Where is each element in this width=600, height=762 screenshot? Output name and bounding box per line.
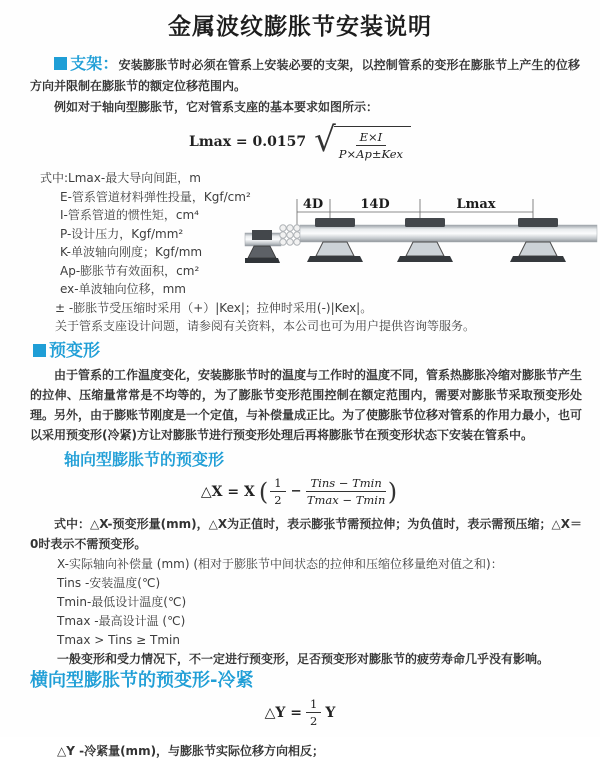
support-closing-note: 关于管系支座设计问题，请参阅有关资料，本公司也可为用户提供咨询等服务。 (55, 319, 476, 333)
lateral-section-heading: 横向型膨胀节的预变形-冷紧 (30, 669, 254, 691)
predeform-paragraph: 由于管系的工作温度变化，安装膨胀节时的温度与工作时的温度不同，管系热膨胀冷缩对膨胀节产生的拉伸、压缩量常常是不均等的，为了膨胀节变形范围控制在额定范围内，需要对膨胀节采取预变形处理。另外，由于膨账节刚度是一个定值，与补偿量成正比。为了使膨胀节位移对管系的作用力最小，也可以采用预变形(冷紧)方让对膨胀节进行预变形处理后再将膨胀节在预变形状态下安装在管系中。 (30, 367, 583, 442)
formula-lmax-lhs: Lmax = 0.0157 (188, 134, 307, 150)
close-paren: ) (387, 477, 398, 506)
definition-item: K-单波轴向刚度；Kgf/mm (60, 245, 203, 259)
definitions-and-diagram (0, 169, 600, 336)
half-denominator: 2 (274, 493, 282, 507)
section-marker-icon (54, 57, 67, 70)
formula-delta-x (0, 474, 600, 510)
dim-label-lmax: Lmax (456, 197, 496, 212)
formula-delta-x-lhs: △X = X (200, 483, 255, 500)
definition-item: I-管系管道的惯性矩，cm⁴ (60, 208, 199, 222)
half-numerator: 1 (270, 476, 285, 492)
formula-lmax-denominator: P×Ap±Kex (338, 147, 404, 161)
axial-explain-paragraph: 式中：△X-预变形量(mm)，△X为正值时，表示膨张节需预拉伸；为负值时，表示需预压缩；△X＝0时表示不需预变形。 (30, 516, 582, 551)
temp-frac-denominator: Tmax − Tmin (306, 493, 386, 507)
formula-delta-y-rhs: Y (325, 704, 336, 721)
support-intro-paragraph (30, 53, 580, 97)
axial-section-heading: 轴向型膨胀节的预变形 (64, 449, 225, 469)
axial-definitions-list (30, 555, 582, 669)
formula-delta-y-lhs: △Y = (264, 704, 303, 721)
definition-item: P-设计压力，Kgf/mm² (60, 226, 184, 241)
half-denominator: 2 (310, 714, 318, 728)
definition-item: ex-单波轴向位移，mm (60, 282, 186, 296)
axial-line: Tmax > Tins ≥ Tmin (57, 632, 180, 647)
half-numerator: 1 (306, 697, 321, 713)
temp-frac-numerator: Tins − Tmin (306, 476, 385, 492)
pipe (300, 225, 597, 242)
axial-line: Tins -安装温度(℃) (57, 575, 161, 590)
axial-line: 一般变形和受力情况下，不一定进行预变形，足否预变形对膨胀节的疲劳寿命几乎没有影响。 (57, 651, 550, 666)
radical-sign-icon: √ (314, 119, 336, 160)
definition-item: 式中:Lmax-最大导向间距，m (40, 171, 201, 185)
page-title: 金属波纹膨胀节安装说明 (168, 14, 432, 40)
formula-delta-y (0, 698, 600, 728)
support-example-line: 例如对于轴向型膨胀节，它对管系支座的基本要求如图所示： (54, 100, 379, 114)
minus-sign: − (290, 484, 302, 499)
support-intro-text: 安装膨胀节时必须在管系上安装必要的支架，以控制管系的变形在膨胀节上产生的位移方向并限制在膨胀节的额定位移范围内。 (30, 58, 580, 93)
axial-line: Tmin-最低设计温度(℃) (57, 594, 187, 609)
open-paren: ( (258, 477, 269, 506)
definition-item: ± -膨胀节受压缩时采用（+）|Kex|；拉伸时采用(-)|Kex|。 (55, 300, 373, 315)
predeform-section-heading: 预变形 (33, 341, 600, 362)
axial-line: X-实际轴向补偿量 (mm) (相对于膨胀节中间状态的拉伸和压缩位移量绝对值之和)： (57, 556, 503, 571)
definition-item: E-管系管道材料弹性投量，Kgf/cm² (60, 189, 251, 204)
formula-lmax (0, 120, 600, 164)
section-marker-icon (33, 344, 46, 357)
pipe-support-diagram (245, 195, 597, 292)
support-section-heading: 支架： (70, 54, 119, 73)
formula-lmax-numerator: E×I (356, 130, 387, 146)
dim-label-4d: 4D (302, 197, 324, 212)
lateral-note-line: △Y -冷紧量(mm)，与膨胀节实际位移方向相反； (57, 743, 325, 758)
dim-label-14d: 14D (360, 197, 390, 212)
definition-item: Ap-膨胀节有效面积，cm² (60, 263, 200, 278)
square-root (314, 119, 411, 162)
axial-line: Tmax -最高设计温 (℃) (57, 613, 186, 628)
bellows-icon (280, 225, 300, 245)
